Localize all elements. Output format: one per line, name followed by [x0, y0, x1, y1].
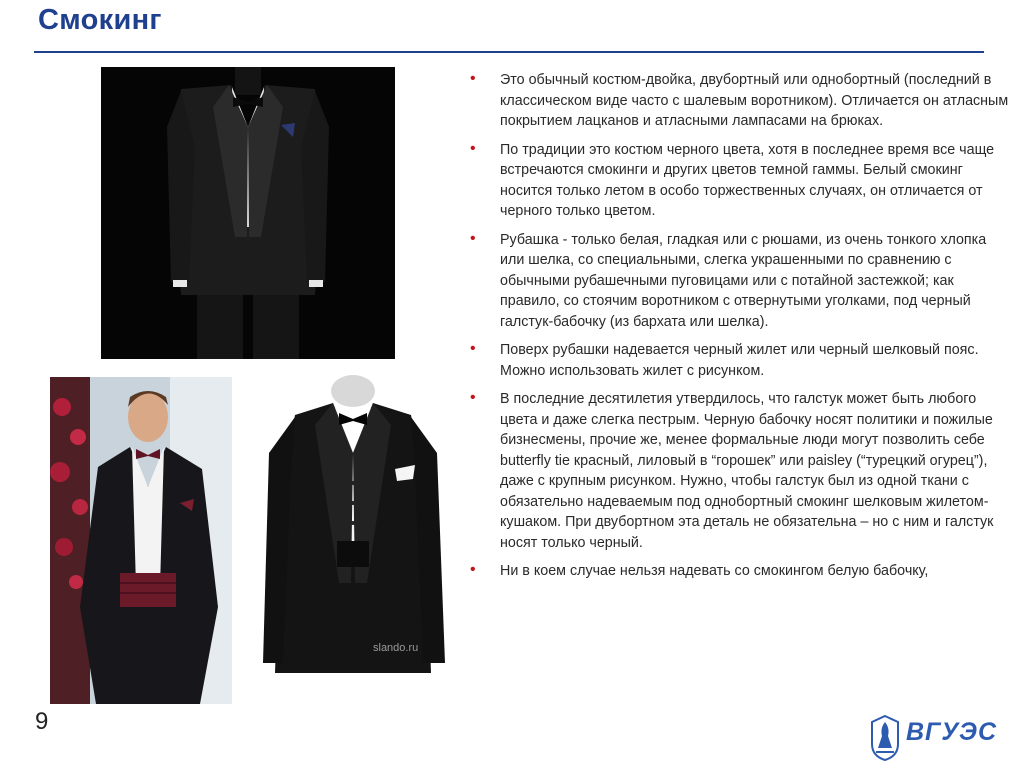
slide-title: Смокинг: [38, 4, 162, 36]
bullet-text: Это обычный костюм-двойка, двубортный или однобортный (последний в классическом виде часто с шалевым воротником). Отличается он атласным покрытием лацканов и атласными лампасами на брюках.: [500, 72, 1009, 129]
bullet-icon: •: [470, 389, 476, 406]
list-item: [470, 389, 1010, 553]
bullet-icon: •: [470, 70, 476, 87]
list-item: [470, 340, 1010, 381]
bullet-list: [470, 70, 1010, 590]
bullet-icon: •: [470, 229, 476, 247]
bullet-icon: •: [470, 139, 476, 157]
photo-tuxedo-shawl-collar: [101, 67, 395, 359]
watermark-text: slando.ru: [373, 642, 419, 654]
list-item: [470, 70, 1010, 132]
title-divider: [34, 51, 984, 53]
university-emblem-icon: [868, 714, 902, 762]
bullet-text: В последние десятилетия утвердилось, что галстук может быть любого цвета и даже слегка пестрым. Черную бабочку носят политики и пожилые бизнесмены, прочие же, менее формальные люди могут позволить себе butterfly tie красный, лиловый в “горошек” или paisley (“турецкий огурец”), даже с крупным рисунком. Нужно, чтобы галстук был из одной ткани с обязательно надеваемым под однобортный смокинг шелковым жилетом-кушаком. При двубортном эта деталь не обязательна – но с ним и галстук носят только черный.: [500, 391, 994, 551]
bullet-icon: •: [470, 561, 476, 578]
bullet-text: Поверх рубашки надевается черный жилет или черный шелковый пояс. Можно использовать жилет с рисунком.: [500, 342, 979, 379]
page-number: 9: [35, 708, 49, 735]
photo-tuxedo-on-mannequin: [255, 373, 452, 695]
bullet-text: По традиции это костюм черного цвета, хотя в последнее время все чаще встречаются смокинги и других цветов темной гаммы. Белый смокинг носится только летом в особо торжественных случаях, он отличается от черного только цветом.: [500, 141, 995, 219]
photo-man-in-tuxedo: [50, 377, 232, 704]
university-logo: [868, 714, 998, 764]
list-item: [470, 561, 1010, 582]
bullet-text: Ни в коем случае нельзя надевать со смокингом белую бабочку,: [500, 563, 929, 579]
list-item: [470, 230, 1010, 333]
list-item: [470, 140, 1010, 222]
bullet-text: Рубашка - только белая, гладкая или с рюшами, из очень тонкого хлопка или шелка, со специальными, слегка украшенными по сравнению с обычными рубашечными пуговицами или с потайной застежкой; как правило, со стоячим воротником с отвернутыми уголками, под черный галстук-бабочку (из бархата или шелка).: [500, 231, 987, 330]
logo-text: ВГУЭС: [906, 718, 998, 746]
bullet-icon: •: [470, 340, 476, 357]
